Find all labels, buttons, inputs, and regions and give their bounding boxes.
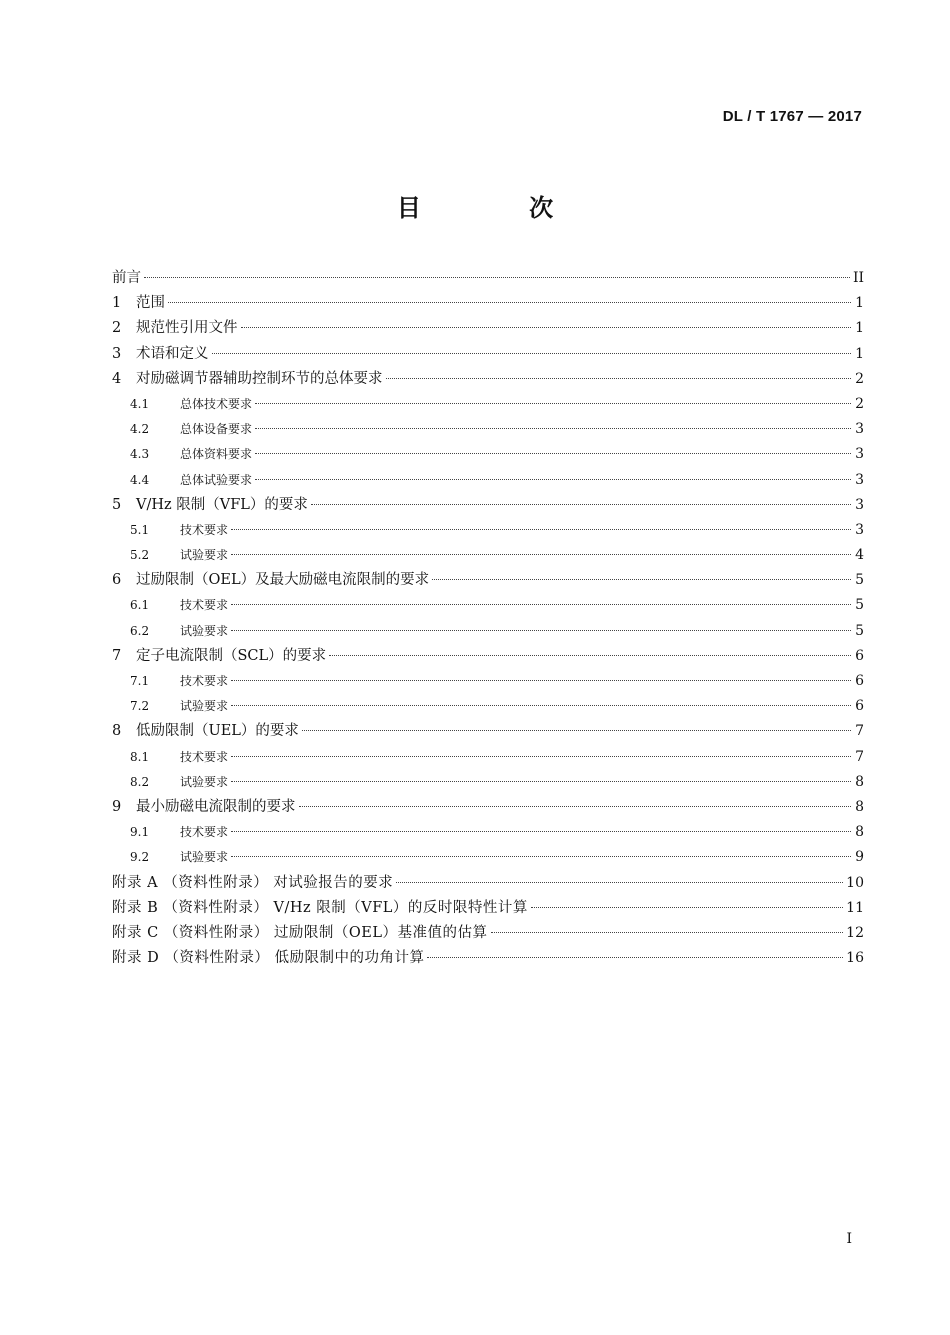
toc-entry-page: 3 <box>855 421 864 438</box>
toc-entry-number: 8.1 <box>130 749 150 764</box>
dot-leader <box>168 302 851 303</box>
dot-leader <box>396 882 843 883</box>
page-title: 目 次 <box>396 193 604 222</box>
dot-leader <box>255 403 851 404</box>
toc-subentry[interactable] <box>112 770 864 795</box>
toc-entry[interactable] <box>112 266 864 291</box>
toc-entry-page: 4 <box>855 547 864 564</box>
toc-entry-page: 1 <box>855 345 864 362</box>
dot-leader <box>255 428 851 429</box>
toc-entry-label: 最小励磁电流限制的要求 <box>136 798 296 815</box>
toc-entry-number: 9.1 <box>130 825 150 840</box>
dot-leader <box>432 579 851 580</box>
toc-entry-label: 技术要求 <box>180 522 229 537</box>
dot-leader <box>231 756 851 757</box>
toc-entry[interactable] <box>112 946 864 971</box>
toc-entry-page: 8 <box>855 824 864 841</box>
toc-entry[interactable] <box>112 871 864 896</box>
dot-leader <box>231 856 851 857</box>
toc-entry-number: 5.1 <box>130 522 150 537</box>
toc-subentry[interactable] <box>112 619 864 644</box>
toc-entry-label: 技术要求 <box>180 598 229 613</box>
toc-entry-page: 3 <box>855 496 864 513</box>
dot-leader <box>255 453 851 454</box>
toc-entry-label: 试验要求 <box>180 548 229 563</box>
toc-entry-number: 4.3 <box>130 447 150 462</box>
toc-entry-number: 6.1 <box>130 598 150 613</box>
toc-entry[interactable] <box>112 316 864 341</box>
toc-entry-number: 7 <box>112 647 122 664</box>
toc-entry[interactable] <box>112 896 864 921</box>
toc-subentry[interactable] <box>112 745 864 770</box>
toc-entry-number: 4.2 <box>130 422 150 437</box>
toc-entry-page: 6 <box>855 673 864 689</box>
toc-entry-label: 范围 <box>136 295 165 312</box>
toc-subentry[interactable] <box>112 518 864 543</box>
toc-entry-label: 规范性引用文件 <box>136 320 238 337</box>
toc-entry-label: V/Hz 限制（VFL）的要求 <box>136 496 308 513</box>
toc-entry-number: 6.2 <box>130 623 150 638</box>
dot-leader <box>329 655 851 656</box>
toc-entry-number: 9.2 <box>130 850 150 865</box>
toc-subentry[interactable] <box>112 669 864 694</box>
dot-leader <box>255 479 851 480</box>
toc-entry-label: 总体资料要求 <box>180 447 253 462</box>
toc-entry-label: 术语和定义 <box>136 345 209 362</box>
toc-entry-label: 技术要求 <box>180 825 229 840</box>
toc-entry-page: II <box>852 270 864 286</box>
dot-leader <box>299 806 852 807</box>
toc-entry[interactable] <box>112 367 864 392</box>
toc-entry-page: 5 <box>855 597 864 614</box>
dot-leader <box>427 957 843 958</box>
page-number: I <box>846 1231 852 1247</box>
toc-entry-page: 3 <box>855 471 864 488</box>
toc-entry[interactable] <box>112 719 864 744</box>
toc-entry-number: 5.2 <box>130 548 150 563</box>
toc-entry[interactable] <box>112 568 864 593</box>
toc-subentry[interactable] <box>112 543 864 568</box>
toc-entry-label: 附录 D （资料性附录） 低励限制中的功角计算 <box>112 950 425 967</box>
toc-entry-page: 1 <box>855 320 864 337</box>
toc-entry-label: 前言 <box>112 270 141 286</box>
dot-leader <box>231 680 851 681</box>
toc-entry-label: 定子电流限制（SCL）的要求 <box>136 647 327 664</box>
toc-entry-label: 附录 A （资料性附录） 对试验报告的要求 <box>112 874 394 891</box>
table-of-contents <box>112 266 864 971</box>
toc-entry[interactable] <box>112 342 864 367</box>
toc-entry-number: 9 <box>112 798 122 815</box>
toc-entry-label: 试验要求 <box>180 774 229 789</box>
toc-entry-label: 技术要求 <box>180 749 229 764</box>
toc-entry-label: 试验要求 <box>180 623 229 638</box>
toc-entry-number: 6 <box>112 572 122 589</box>
dot-leader <box>302 730 851 731</box>
toc-entry-page: 12 <box>846 924 864 941</box>
toc-entry-number: 5 <box>112 496 122 513</box>
dot-leader <box>386 378 852 379</box>
toc-entry-page: 6 <box>855 647 864 664</box>
toc-entry-page: 3 <box>855 521 864 538</box>
dot-leader <box>311 504 851 505</box>
toc-subentry[interactable] <box>112 845 864 870</box>
toc-subentry[interactable] <box>112 417 864 442</box>
toc-entry-number: 3 <box>112 345 122 362</box>
toc-entry[interactable] <box>112 795 864 820</box>
dot-leader <box>231 554 851 555</box>
toc-subentry[interactable] <box>112 468 864 493</box>
toc-entry-page: 7 <box>855 723 864 740</box>
standard-code: DL / T 1767 — 2017 <box>722 108 862 125</box>
toc-entry-page: 2 <box>855 370 864 387</box>
toc-entry-page: 16 <box>846 950 864 967</box>
toc-entry-page: 7 <box>855 748 864 765</box>
toc-subentry[interactable] <box>112 442 864 467</box>
toc-entry-label: 试验要求 <box>180 850 229 865</box>
toc-entry-page: 3 <box>855 446 864 463</box>
toc-entry-number: 8 <box>112 723 122 740</box>
toc-entry-page: 5 <box>855 572 864 589</box>
toc-entry-page: 5 <box>855 622 864 639</box>
toc-entry[interactable] <box>112 291 864 316</box>
dot-leader <box>144 277 850 278</box>
toc-entry-label: 低励限制（UEL）的要求 <box>136 723 299 740</box>
toc-entry-label: 附录 C （资料性附录） 过励限制（OEL）基准值的估算 <box>112 924 488 941</box>
toc-entry-page: 6 <box>855 698 864 715</box>
dot-leader <box>491 932 844 933</box>
toc-subentry[interactable] <box>112 593 864 618</box>
dot-leader <box>231 604 851 605</box>
toc-entry-number: 7.1 <box>130 674 150 688</box>
toc-entry-number: 4.1 <box>130 396 150 411</box>
toc-entry-label: 技术要求 <box>180 674 229 688</box>
dot-leader <box>212 353 852 354</box>
toc-entry-number: 8.2 <box>130 774 150 789</box>
toc-subentry[interactable] <box>112 820 864 845</box>
toc-entry-label: 对励磁调节器辅助控制环节的总体要求 <box>136 370 383 387</box>
toc-entry-label: 过励限制（OEL）及最大励磁电流限制的要求 <box>136 572 430 589</box>
toc-entry-number: 2 <box>112 320 122 337</box>
dot-leader <box>231 831 851 832</box>
toc-entry-page: 8 <box>855 773 864 790</box>
toc-entry-label: 总体试验要求 <box>180 472 253 487</box>
toc-entry-label: 总体设备要求 <box>180 422 253 437</box>
toc-entry-page: 2 <box>855 395 864 412</box>
toc-entry-label: 试验要求 <box>180 699 229 714</box>
toc-entry-page: 10 <box>846 874 864 891</box>
toc-entry[interactable] <box>112 644 864 669</box>
dot-leader <box>231 781 851 782</box>
toc-entry-number: 4 <box>112 370 122 387</box>
toc-entry[interactable] <box>112 921 864 946</box>
toc-subentry[interactable] <box>112 694 864 719</box>
dot-leader <box>241 327 852 328</box>
toc-entry-page: 9 <box>855 849 864 866</box>
toc-entry-page: 8 <box>855 798 864 815</box>
toc-entry-label: 附录 B （资料性附录） V/Hz 限制（VFL）的反时限特性计算 <box>112 899 528 916</box>
dot-leader <box>231 529 851 530</box>
toc-subentry[interactable] <box>112 392 864 417</box>
toc-entry-label: 总体技术要求 <box>180 396 253 411</box>
toc-entry-number: 4.4 <box>130 472 150 487</box>
dot-leader <box>231 705 851 706</box>
dot-leader <box>531 907 843 908</box>
toc-entry-page: 1 <box>855 295 864 312</box>
dot-leader <box>231 630 851 631</box>
toc-entry-number: 1 <box>112 295 122 312</box>
toc-entry[interactable] <box>112 493 864 518</box>
toc-entry-number: 7.2 <box>130 699 150 714</box>
toc-entry-page: 11 <box>846 899 864 916</box>
